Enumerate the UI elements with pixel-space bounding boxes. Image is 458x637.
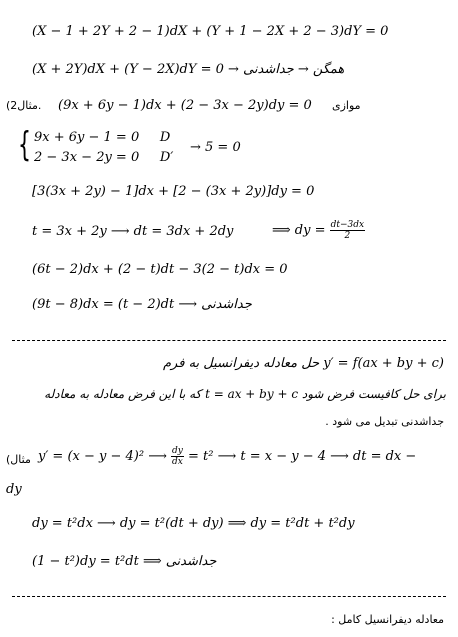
- equation-5-left: t = 3x + 2y ⟶ dt = 3dx + 2dy: [32, 224, 234, 239]
- equation-1: (X − 1 + 2Y + 2 − 1)dX + (Y + 1 − 2X + 2 − 3)dY = 0: [32, 24, 389, 39]
- section-3-title: معادله دیفرانسیل کامل :: [331, 613, 444, 626]
- equation-4: [3(3x + 2y) − 1]dx + [2 − (3x + 2y)]dy = 0: [32, 184, 315, 199]
- section-divider-1: [12, 340, 446, 341]
- equation-7: (9t − 8)dx = (t − 2)dt ⟶ جداشدنی: [32, 297, 252, 312]
- fraction-numerator: dy: [171, 446, 183, 456]
- equation-8-continued: dy: [6, 482, 22, 497]
- section-2-line-1: برای حل کافیست فرض شود t = ax + by + c که با این فرض معادله به معادله: [44, 387, 446, 401]
- fraction-denominator: dx: [171, 457, 183, 467]
- system-brace: {: [18, 125, 31, 165]
- system-line-1: 9x + 6y − 1 = 0 D: [34, 130, 171, 145]
- system-result: → 5 = 0: [190, 140, 241, 155]
- equation-5-right: [272, 220, 365, 241]
- example-2-label: (مثال2.: [6, 99, 42, 112]
- fraction-dy-dx: [171, 446, 184, 467]
- equation-8-b: = t² ⟶ t = x − y − 4 ⟶ dt = dx −: [187, 449, 417, 464]
- section-2-line-2: جداشدنی تبدیل می شود .: [325, 415, 444, 428]
- fraction-denominator: 2: [344, 231, 351, 241]
- equation-6: (6t − 2)dx + (2 − t)dt − 3(2 − t)dx = 0: [32, 262, 288, 277]
- equation-9: dy = t²dx ⟶ dy = t²(dt + dy) ⟹ dy = t²dt + t²dy: [32, 516, 355, 531]
- parallel-note: موازی: [332, 99, 361, 112]
- equation-2: (X + 2Y)dX + (Y − 2X)dY = 0 → همگن → جداشدنی: [32, 62, 345, 77]
- equation-5-implies: ⟹ dy =: [272, 223, 326, 238]
- system-line-2: 2 − 3x − 2y = 0 D′: [34, 150, 174, 165]
- fraction-numerator: dt−3dx: [330, 220, 365, 230]
- equation-8-a: y′ = (x − y − 4)² ⟶: [38, 449, 167, 464]
- equation-8: [38, 446, 416, 467]
- section-2-title: y′ = f(ax + by + c) حل معادله دیفرانسیل به فرم: [163, 356, 444, 371]
- section-divider-2: [12, 596, 446, 597]
- example-3-label: (مثال: [6, 453, 31, 466]
- equation-10: (1 − t²)dy = t²dt ⟹ جداشدنی: [32, 554, 217, 569]
- fraction-dt-dx: [330, 220, 365, 241]
- equation-3: (9x + 6y − 1)dx + (2 − 3x − 2y)dy = 0: [58, 98, 312, 113]
